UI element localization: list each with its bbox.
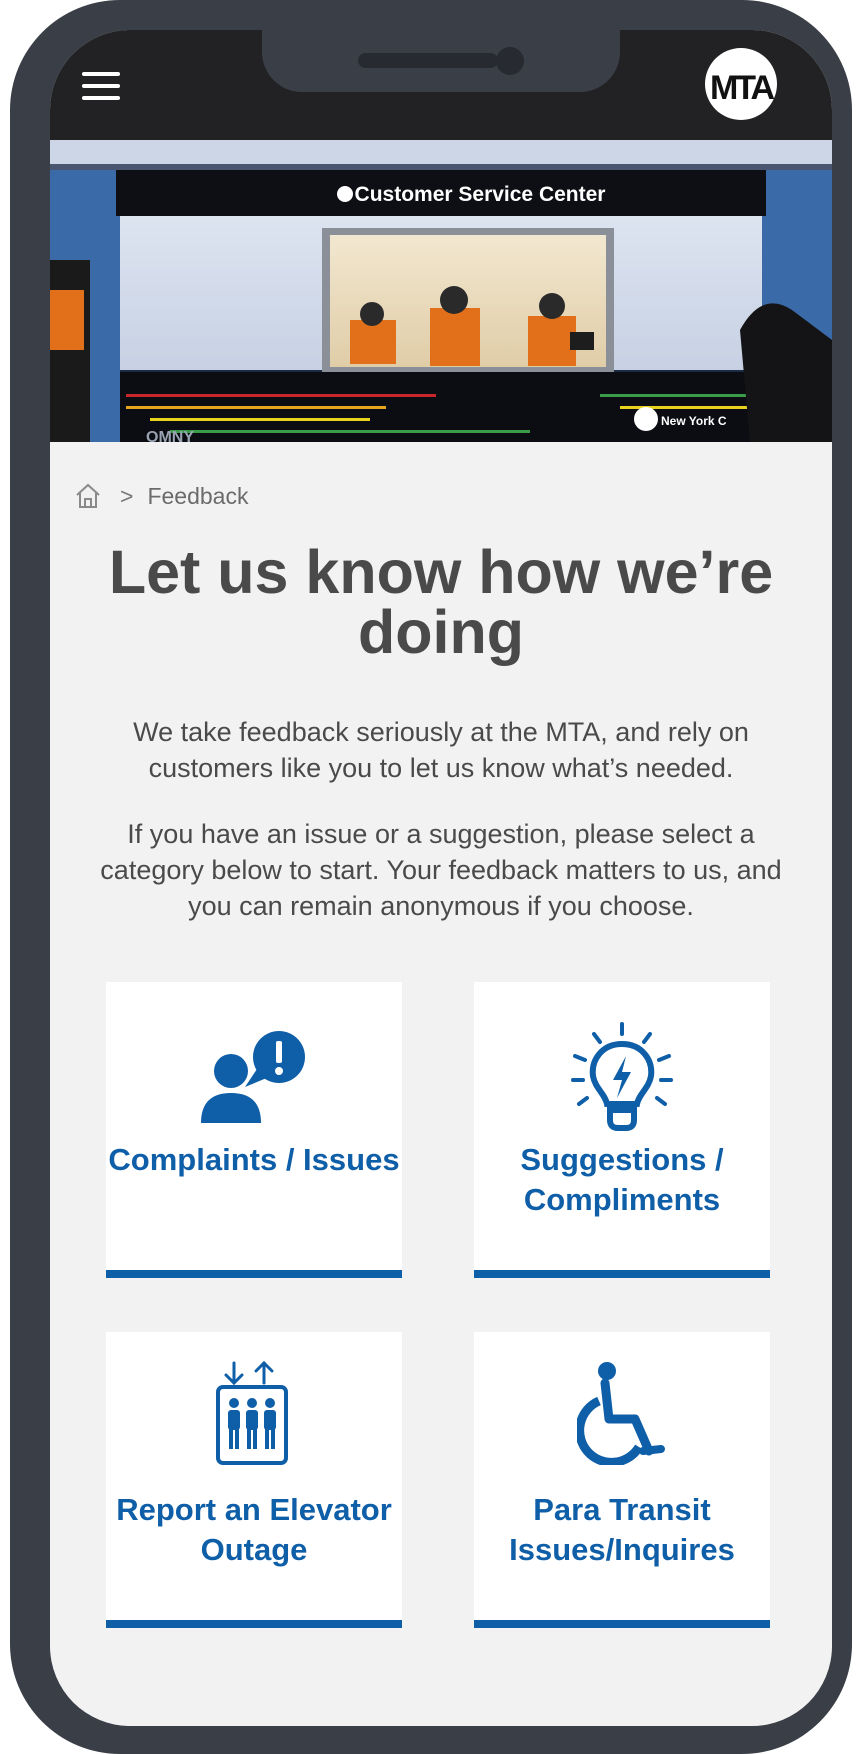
category-card-paratransit[interactable] [474, 1332, 770, 1628]
category-label: Para Transit Issues/Inquires [509, 1492, 735, 1567]
front-camera [496, 47, 524, 75]
hero-sign-text: Customer Service Center [354, 183, 606, 206]
mta-logo[interactable] [704, 44, 778, 124]
speaker-grille [358, 53, 498, 68]
hamburger-menu-icon[interactable] [82, 72, 120, 100]
category-card-elevator[interactable] [106, 1332, 402, 1628]
category-label: Complaints / Issues [108, 1142, 400, 1177]
mta-logo-text: MTA [709, 69, 773, 107]
elevator-icon [106, 1358, 402, 1468]
screen [50, 30, 832, 1726]
breadcrumb [74, 476, 248, 516]
instructions-text: If you have an issue or a suggestion, please select a category below to start. Your feedback matters to us, and you can remain anonymous if you choose. [100, 819, 782, 921]
hero-image [50, 140, 832, 442]
person-exclamation-icon [106, 1022, 402, 1132]
category-label: Suggestions / Compliments [520, 1142, 724, 1217]
hero-omny-text: OMNY [146, 429, 194, 442]
breadcrumb-current: Feedback [147, 482, 249, 509]
wheelchair-icon [474, 1358, 770, 1468]
page-title: Let us know how we’re doing [108, 538, 774, 666]
intro-text: We take feedback seriously at the MTA, and rely on customers like you to let us know what’s needed. [133, 717, 749, 783]
category-label: Report an Elevator Outage [116, 1492, 392, 1567]
phone-frame [10, 0, 852, 1754]
top-bar [50, 30, 832, 140]
lightbulb-icon [474, 1022, 770, 1132]
category-card-suggestions[interactable] [474, 982, 770, 1278]
breadcrumb-separator: > [120, 482, 134, 509]
category-card-complaints[interactable] [106, 982, 402, 1278]
home-icon[interactable] [74, 482, 102, 510]
device-notch [262, 30, 620, 92]
hero-counter-text: New York C [661, 414, 727, 428]
